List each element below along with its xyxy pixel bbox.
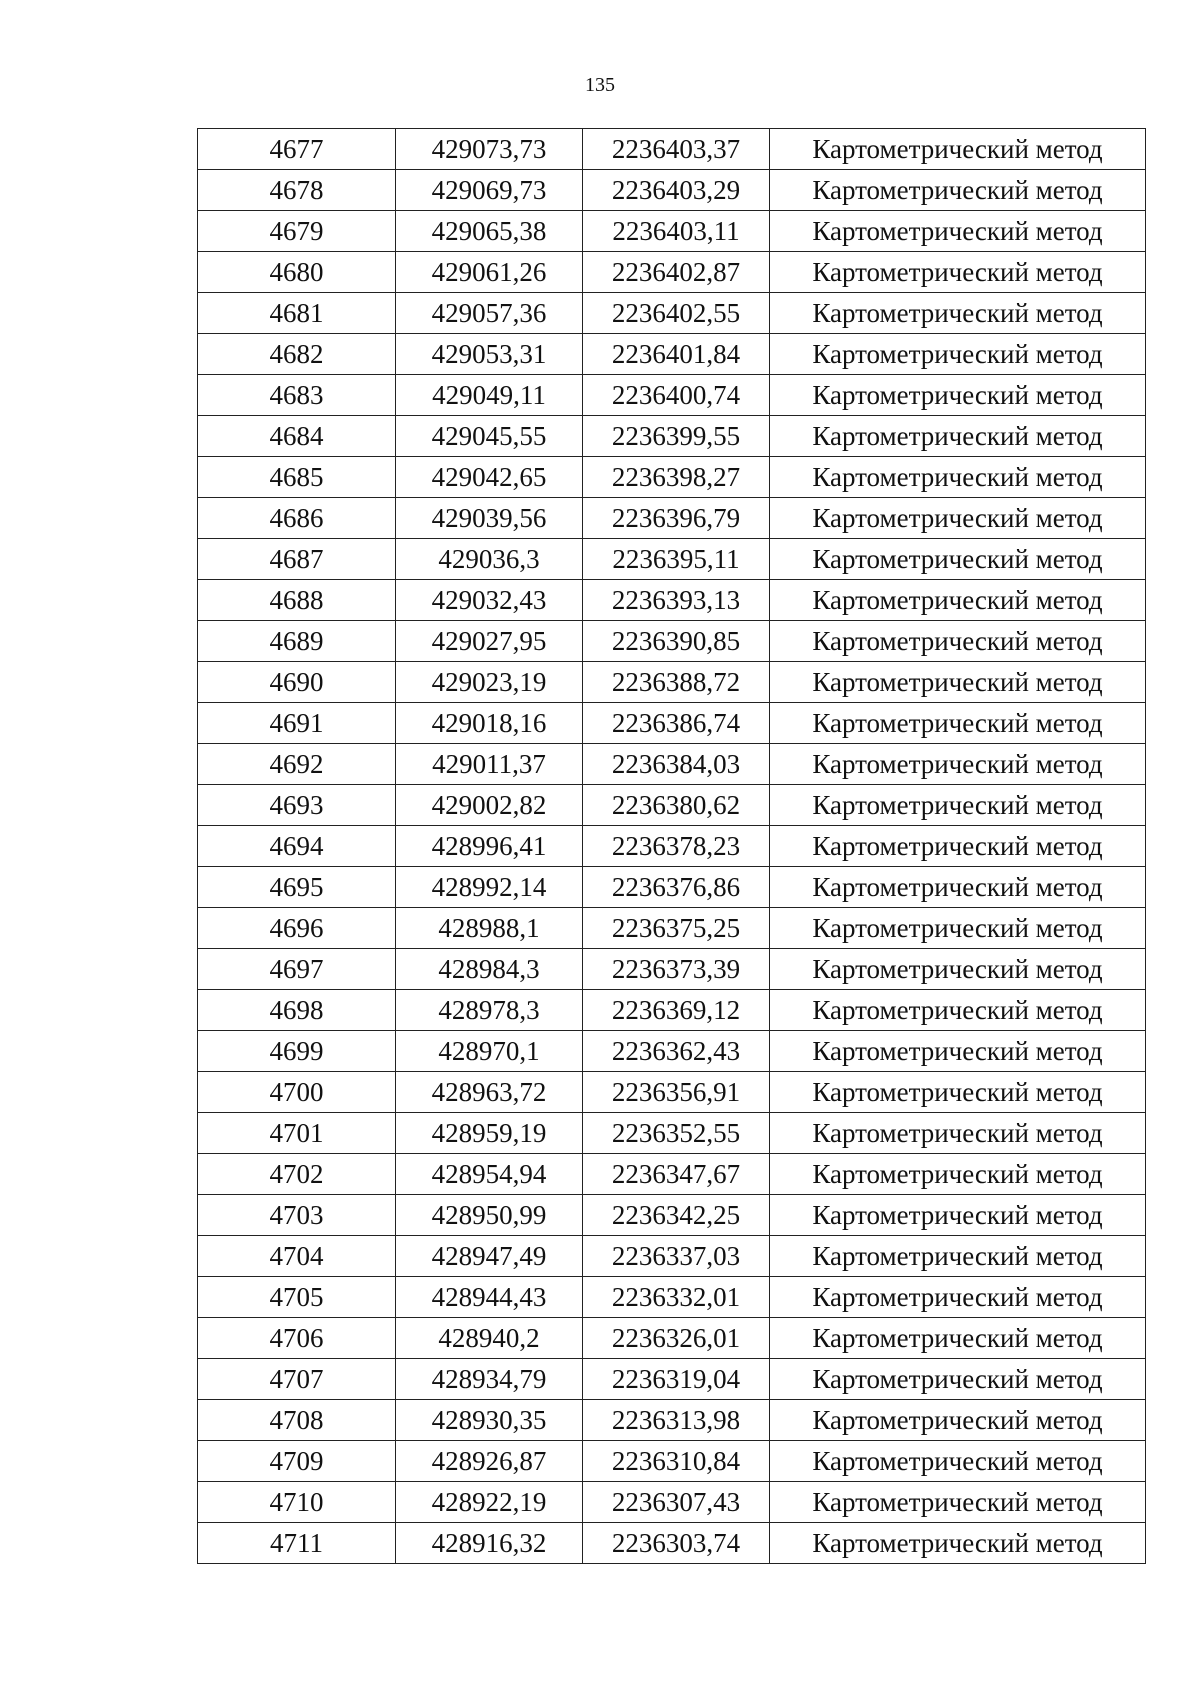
x-coordinate-cell: 429073,73 (396, 129, 583, 170)
method-cell: Картометрический метод (770, 1400, 1146, 1441)
table-row (198, 703, 1146, 744)
method-cell: Картометрический метод (770, 1195, 1146, 1236)
y-coordinate-cell: 2236375,25 (583, 908, 770, 949)
point-number-cell: 4701 (198, 1113, 396, 1154)
point-number-cell: 4707 (198, 1359, 396, 1400)
x-coordinate-cell: 428992,14 (396, 867, 583, 908)
point-number-cell: 4683 (198, 375, 396, 416)
method-cell: Картометрический метод (770, 170, 1146, 211)
x-coordinate-cell: 429027,95 (396, 621, 583, 662)
point-number-cell: 4688 (198, 580, 396, 621)
table-row (198, 334, 1146, 375)
y-coordinate-cell: 2236369,12 (583, 990, 770, 1031)
table-row (198, 1277, 1146, 1318)
y-coordinate-cell: 2236390,85 (583, 621, 770, 662)
table-row (198, 375, 1146, 416)
x-coordinate-cell: 428922,19 (396, 1482, 583, 1523)
table-row (198, 498, 1146, 539)
method-cell: Картометрический метод (770, 498, 1146, 539)
y-coordinate-cell: 2236337,03 (583, 1236, 770, 1277)
point-number-cell: 4695 (198, 867, 396, 908)
x-coordinate-cell: 429039,56 (396, 498, 583, 539)
table-row (198, 1523, 1146, 1564)
y-coordinate-cell: 2236398,27 (583, 457, 770, 498)
point-number-cell: 4702 (198, 1154, 396, 1195)
method-cell: Картометрический метод (770, 703, 1146, 744)
x-coordinate-cell: 428940,2 (396, 1318, 583, 1359)
y-coordinate-cell: 2236395,11 (583, 539, 770, 580)
point-number-cell: 4686 (198, 498, 396, 539)
point-number-cell: 4700 (198, 1072, 396, 1113)
x-coordinate-cell: 428950,99 (396, 1195, 583, 1236)
method-cell: Картометрический метод (770, 621, 1146, 662)
x-coordinate-cell: 429049,11 (396, 375, 583, 416)
method-cell: Картометрический метод (770, 1072, 1146, 1113)
method-cell: Картометрический метод (770, 211, 1146, 252)
x-coordinate-cell: 429042,65 (396, 457, 583, 498)
y-coordinate-cell: 2236380,62 (583, 785, 770, 826)
y-coordinate-cell: 2236362,43 (583, 1031, 770, 1072)
method-cell: Картометрический метод (770, 867, 1146, 908)
method-cell: Картометрический метод (770, 662, 1146, 703)
point-number-cell: 4692 (198, 744, 396, 785)
table-row (198, 1236, 1146, 1277)
x-coordinate-cell: 428996,41 (396, 826, 583, 867)
y-coordinate-cell: 2236403,37 (583, 129, 770, 170)
y-coordinate-cell: 2236386,74 (583, 703, 770, 744)
table-row (198, 580, 1146, 621)
x-coordinate-cell: 429057,36 (396, 293, 583, 334)
method-cell: Картометрический метод (770, 1154, 1146, 1195)
x-coordinate-cell: 428944,43 (396, 1277, 583, 1318)
point-number-cell: 4711 (198, 1523, 396, 1564)
y-coordinate-cell: 2236303,74 (583, 1523, 770, 1564)
y-coordinate-cell: 2236342,25 (583, 1195, 770, 1236)
x-coordinate-cell: 429032,43 (396, 580, 583, 621)
table-row (198, 539, 1146, 580)
point-number-cell: 4690 (198, 662, 396, 703)
x-coordinate-cell: 429011,37 (396, 744, 583, 785)
point-number-cell: 4689 (198, 621, 396, 662)
x-coordinate-cell: 429023,19 (396, 662, 583, 703)
x-coordinate-cell: 429018,16 (396, 703, 583, 744)
point-number-cell: 4693 (198, 785, 396, 826)
method-cell: Картометрический метод (770, 580, 1146, 621)
point-number-cell: 4697 (198, 949, 396, 990)
table-row (198, 621, 1146, 662)
method-cell: Картометрический метод (770, 1482, 1146, 1523)
table-row (198, 1441, 1146, 1482)
point-number-cell: 4704 (198, 1236, 396, 1277)
table-row (198, 867, 1146, 908)
method-cell: Картометрический метод (770, 539, 1146, 580)
x-coordinate-cell: 428988,1 (396, 908, 583, 949)
x-coordinate-cell: 429061,26 (396, 252, 583, 293)
y-coordinate-cell: 2236402,55 (583, 293, 770, 334)
x-coordinate-cell: 428930,35 (396, 1400, 583, 1441)
method-cell: Картометрический метод (770, 129, 1146, 170)
point-number-cell: 4684 (198, 416, 396, 457)
table-row (198, 1031, 1146, 1072)
table-row (198, 293, 1146, 334)
point-number-cell: 4685 (198, 457, 396, 498)
y-coordinate-cell: 2236384,03 (583, 744, 770, 785)
point-number-cell: 4710 (198, 1482, 396, 1523)
table-row (198, 908, 1146, 949)
y-coordinate-cell: 2236399,55 (583, 416, 770, 457)
point-number-cell: 4705 (198, 1277, 396, 1318)
table-row (198, 1154, 1146, 1195)
method-cell: Картометрический метод (770, 990, 1146, 1031)
table-row (198, 826, 1146, 867)
point-number-cell: 4696 (198, 908, 396, 949)
method-cell: Картометрический метод (770, 908, 1146, 949)
coordinates-table-body (198, 129, 1146, 1564)
table-row (198, 744, 1146, 785)
table-row (198, 1072, 1146, 1113)
point-number-cell: 4678 (198, 170, 396, 211)
method-cell: Картометрический метод (770, 375, 1146, 416)
page-number: 135 (585, 74, 615, 96)
point-number-cell: 4703 (198, 1195, 396, 1236)
method-cell: Картометрический метод (770, 785, 1146, 826)
point-number-cell: 4699 (198, 1031, 396, 1072)
x-coordinate-cell: 428916,32 (396, 1523, 583, 1564)
x-coordinate-cell: 429036,3 (396, 539, 583, 580)
method-cell: Картометрический метод (770, 1359, 1146, 1400)
x-coordinate-cell: 428978,3 (396, 990, 583, 1031)
y-coordinate-cell: 2236401,84 (583, 334, 770, 375)
method-cell: Картометрический метод (770, 1441, 1146, 1482)
y-coordinate-cell: 2236332,01 (583, 1277, 770, 1318)
x-coordinate-cell: 428984,3 (396, 949, 583, 990)
y-coordinate-cell: 2236402,87 (583, 252, 770, 293)
x-coordinate-cell: 428926,87 (396, 1441, 583, 1482)
table-row (198, 211, 1146, 252)
y-coordinate-cell: 2236352,55 (583, 1113, 770, 1154)
table-row (198, 662, 1146, 703)
table-row (198, 1400, 1146, 1441)
y-coordinate-cell: 2236388,72 (583, 662, 770, 703)
table-row (198, 1113, 1146, 1154)
method-cell: Картометрический метод (770, 949, 1146, 990)
table-row (198, 1359, 1146, 1400)
table-row (198, 170, 1146, 211)
table-row (198, 129, 1146, 170)
y-coordinate-cell: 2236326,01 (583, 1318, 770, 1359)
x-coordinate-cell: 429045,55 (396, 416, 583, 457)
table-row (198, 1318, 1146, 1359)
point-number-cell: 4709 (198, 1441, 396, 1482)
coordinates-table (197, 128, 1146, 1564)
point-number-cell: 4687 (198, 539, 396, 580)
table-row (198, 1482, 1146, 1523)
point-number-cell: 4691 (198, 703, 396, 744)
x-coordinate-cell: 428934,79 (396, 1359, 583, 1400)
point-number-cell: 4679 (198, 211, 396, 252)
x-coordinate-cell: 428959,19 (396, 1113, 583, 1154)
y-coordinate-cell: 2236403,29 (583, 170, 770, 211)
y-coordinate-cell: 2236393,13 (583, 580, 770, 621)
point-number-cell: 4694 (198, 826, 396, 867)
x-coordinate-cell: 428954,94 (396, 1154, 583, 1195)
y-coordinate-cell: 2236373,39 (583, 949, 770, 990)
y-coordinate-cell: 2236396,79 (583, 498, 770, 539)
y-coordinate-cell: 2236400,74 (583, 375, 770, 416)
point-number-cell: 4708 (198, 1400, 396, 1441)
x-coordinate-cell: 428963,72 (396, 1072, 583, 1113)
y-coordinate-cell: 2236378,23 (583, 826, 770, 867)
y-coordinate-cell: 2236310,84 (583, 1441, 770, 1482)
point-number-cell: 4682 (198, 334, 396, 375)
method-cell: Картометрический метод (770, 1318, 1146, 1359)
y-coordinate-cell: 2236319,04 (583, 1359, 770, 1400)
method-cell: Картометрический метод (770, 1523, 1146, 1564)
y-coordinate-cell: 2236356,91 (583, 1072, 770, 1113)
table-row (198, 252, 1146, 293)
y-coordinate-cell: 2236403,11 (583, 211, 770, 252)
point-number-cell: 4681 (198, 293, 396, 334)
method-cell: Картометрический метод (770, 1277, 1146, 1318)
y-coordinate-cell: 2236376,86 (583, 867, 770, 908)
table-row (198, 949, 1146, 990)
y-coordinate-cell: 2236347,67 (583, 1154, 770, 1195)
method-cell: Картометрический метод (770, 826, 1146, 867)
x-coordinate-cell: 429065,38 (396, 211, 583, 252)
method-cell: Картометрический метод (770, 744, 1146, 785)
x-coordinate-cell: 429053,31 (396, 334, 583, 375)
table-row (198, 457, 1146, 498)
x-coordinate-cell: 428970,1 (396, 1031, 583, 1072)
method-cell: Картометрический метод (770, 252, 1146, 293)
method-cell: Картометрический метод (770, 293, 1146, 334)
table-row (198, 785, 1146, 826)
method-cell: Картометрический метод (770, 416, 1146, 457)
y-coordinate-cell: 2236313,98 (583, 1400, 770, 1441)
method-cell: Картометрический метод (770, 1031, 1146, 1072)
point-number-cell: 4706 (198, 1318, 396, 1359)
table-row (198, 416, 1146, 457)
x-coordinate-cell: 429069,73 (396, 170, 583, 211)
method-cell: Картометрический метод (770, 1113, 1146, 1154)
point-number-cell: 4677 (198, 129, 396, 170)
table-row (198, 1195, 1146, 1236)
y-coordinate-cell: 2236307,43 (583, 1482, 770, 1523)
method-cell: Картометрический метод (770, 457, 1146, 498)
method-cell: Картометрический метод (770, 1236, 1146, 1277)
point-number-cell: 4698 (198, 990, 396, 1031)
point-number-cell: 4680 (198, 252, 396, 293)
table-row (198, 990, 1146, 1031)
method-cell: Картометрический метод (770, 334, 1146, 375)
x-coordinate-cell: 428947,49 (396, 1236, 583, 1277)
x-coordinate-cell: 429002,82 (396, 785, 583, 826)
